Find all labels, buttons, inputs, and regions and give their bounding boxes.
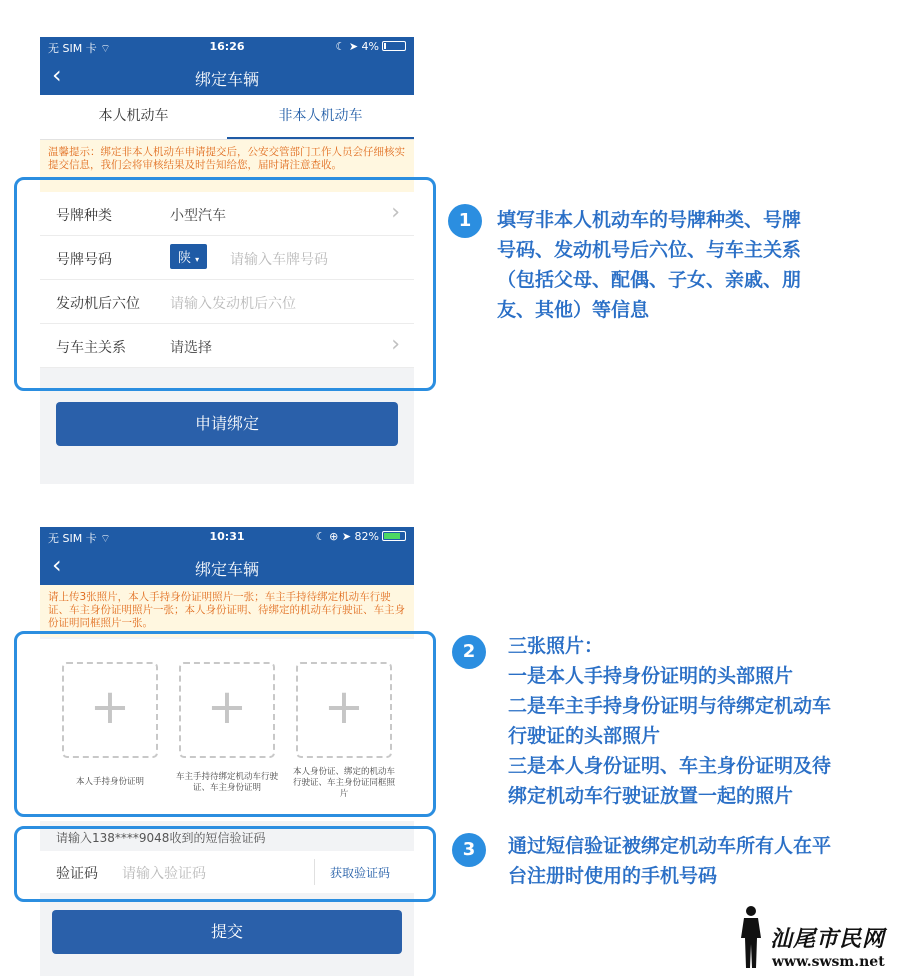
plate-type-value: 小型汽车 (170, 208, 226, 224)
location-icon: ➤ (348, 40, 359, 53)
step-note-2: 三张照片： 一是本人手持身份证明的头部照片 二是车主手持身份证明与待绑定机动车 行驶证的头部照片 三是本人身份证明、车主身份证明及待 绑定机动车行驶证放置一起的照片 (508, 635, 832, 807)
step-number-3: 3 (452, 833, 486, 867)
back-button[interactable]: ‹ (52, 551, 62, 579)
sms-hint: 请输入138****9048收到的短信验证码 (56, 831, 266, 845)
plate-number-input[interactable]: 请输入车牌号码 (230, 252, 328, 268)
step-note-3: 通过短信验证被绑定机动车所有人在平 台注册时使用的手机号码 (508, 835, 832, 887)
highlight-box-2 (14, 631, 436, 817)
nav-title: 绑定车辆 (194, 70, 259, 89)
carrier-label: 无 SIM 卡 (48, 532, 97, 545)
code-input[interactable]: 请输入验证码 (122, 866, 206, 882)
battery-icon (382, 531, 406, 541)
tab-bar (40, 95, 414, 140)
carrier-label: 无 SIM 卡 (48, 42, 97, 55)
status-bar (40, 527, 414, 547)
moon-icon: ☾ (315, 530, 326, 543)
watermark (732, 902, 892, 972)
nav-bar (40, 57, 414, 95)
plus-icon: + (89, 679, 131, 735)
plate-type-label: 号牌种类 (56, 208, 112, 224)
moon-icon: ☾ (335, 40, 346, 53)
lock-rotation-icon: ⊕ (329, 530, 339, 543)
upload-caption-2: 车主手持待绑定机动车行驶证、车主身份证明 (175, 772, 278, 793)
tab-other-vehicle[interactable]: 非本人机动车 (227, 95, 414, 139)
chevron-right-icon: › (391, 200, 400, 225)
location-icon: ➤ (341, 530, 352, 543)
highlight-box-1 (14, 177, 436, 391)
province-value: 陕 (178, 251, 192, 266)
step-number-1: 1 (448, 204, 482, 238)
get-code-button[interactable]: 获取验证码 (330, 866, 391, 880)
upload-caption-3: 本人身份证、绑定的机动车行驶证、车主身份证同框照片 (292, 767, 395, 799)
status-bar (40, 37, 414, 57)
battery-percent: 4% (361, 40, 379, 53)
watermark-logo-text: 汕尾市民网 (770, 926, 886, 952)
upload-tip: 请上传3张照片，本人手持身份证明照片一张；车主手持待绑定机动车行驶证、车主身份证明照片一张；本人身份证明、待绑定的机动车行驶证、车主身份证明同框照片一张。 (40, 585, 414, 637)
engine-number-input[interactable]: 请输入发动机后六位 (170, 296, 296, 312)
battery-icon (382, 41, 406, 51)
engine-number-label: 发动机后六位 (56, 296, 140, 312)
owner-relation-label: 与车主关系 (56, 340, 126, 356)
status-time: 16:26 (209, 40, 245, 53)
watermark-url: www.swsm.net (772, 954, 885, 970)
apply-bind-button[interactable]: 申请绑定 (56, 402, 398, 446)
wifi-icon: ⌔ (100, 532, 111, 545)
owner-relation-value: 请选择 (170, 340, 212, 356)
chevron-right-icon: › (391, 332, 400, 357)
status-time: 10:31 (209, 530, 245, 543)
plus-icon: + (206, 679, 248, 735)
tab-own-vehicle[interactable]: 本人机动车 (98, 108, 169, 124)
step-note-1: 填写非本人机动车的号牌种类、号牌 号码、发动机号后六位、与车主关系 （包括父母、配偶、子女、亲戚、朋 友、其他）等信息 (497, 209, 802, 321)
code-label: 验证码 (56, 866, 98, 882)
submit-button[interactable]: 提交 (52, 910, 402, 954)
highlight-box-3 (14, 826, 436, 902)
person-logo-icon (736, 904, 766, 970)
plus-icon: + (323, 679, 365, 735)
nav-title: 绑定车辆 (194, 560, 259, 579)
plate-number-label: 号牌号码 (56, 252, 112, 268)
step-number-2: 2 (452, 635, 486, 669)
wifi-icon: ⌔ (100, 42, 111, 55)
back-button[interactable]: ‹ (52, 61, 62, 89)
upload-caption-1: 本人手持身份证明 (75, 777, 144, 787)
warm-tip: 温馨提示：绑定非本人机动车申请提交后，公安交管部门工作人员会仔细核实提交信息，我们会将审核结果及时告知给您，届时请注意查收。 (40, 140, 414, 192)
caret-down-icon: ▾ (195, 255, 200, 264)
nav-bar (40, 547, 414, 585)
battery-percent: 82% (354, 530, 379, 543)
